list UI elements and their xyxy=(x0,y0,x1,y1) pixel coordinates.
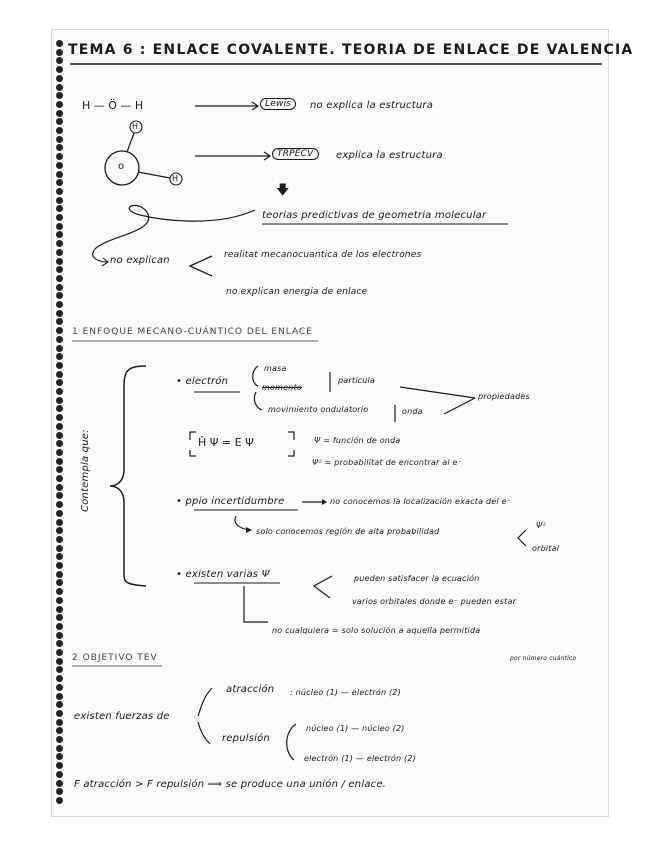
big-brace xyxy=(110,366,146,586)
angle-bracket xyxy=(190,256,212,276)
psi-definition: Ψ = función de onda xyxy=(314,436,401,445)
momento-text: momento xyxy=(262,383,302,392)
por-numero-text: por número cuántico xyxy=(510,655,577,662)
energia-text: no explican energia de enlace xyxy=(226,287,368,297)
pen-stroke xyxy=(444,398,475,414)
onda-text: onda xyxy=(402,407,423,416)
pen-stroke xyxy=(314,576,332,598)
no-conocemos-text: no conocemos la localización exacta del e⁻ xyxy=(330,497,512,506)
pen-stroke xyxy=(322,499,327,505)
pen-stroke xyxy=(244,586,268,622)
solo-conocemos-text: solo conocemos región de alta probabilidad xyxy=(256,527,440,536)
lewis-oval: Lewis xyxy=(260,98,296,110)
existen-label: existen varias Ψ xyxy=(185,569,270,580)
existen-fuerzas-text: existen fuerzas de xyxy=(74,711,170,722)
trpecv-text: explica la estructura xyxy=(336,150,443,161)
particula-text: particula xyxy=(338,376,376,385)
varios-text: varios orbitales donde e⁻ pueden estar xyxy=(352,597,517,606)
hydrogen-label-1: H xyxy=(132,122,139,131)
schrodinger-equation: Ĥ Ψ = E Ψ xyxy=(198,436,254,449)
repulsion-label: repulsión xyxy=(222,733,270,744)
pen-stroke xyxy=(246,527,252,533)
pen-stroke xyxy=(288,450,294,456)
pen-stroke xyxy=(127,133,134,152)
arrow-down-icon: 🡇 xyxy=(276,183,290,198)
pen-stroke xyxy=(190,432,196,440)
incertidumbre-bullet: • ppio incertidumbre xyxy=(176,496,285,507)
pen-stroke xyxy=(138,172,170,178)
oxygen-label: o xyxy=(118,161,125,172)
section1-header: 1 ENFOQUE MECANO-CUÁNTICO DEL ENLACE xyxy=(72,327,313,337)
pen-stroke xyxy=(253,366,258,386)
hydrogen-label-2: H xyxy=(172,174,179,183)
section2-header: 2 OBJETIVO TEV xyxy=(72,653,158,663)
pueden-text: pueden satisfacer la ecuación xyxy=(354,574,480,583)
masa-text: masa xyxy=(264,364,287,373)
pen-stroke xyxy=(518,530,526,546)
pen-stroke xyxy=(190,450,196,456)
repulsion-text-2: electrón (1) — electrón (2) xyxy=(304,754,416,763)
pen-stroke xyxy=(198,688,212,716)
pen-stroke xyxy=(400,387,475,398)
psi2-definition: Ψ² = probabilitat de encontrar al e⁻ xyxy=(312,458,463,467)
contempla-label: Contempla que: xyxy=(80,429,91,512)
atraccion-label: atracción xyxy=(226,684,275,695)
pen-stroke xyxy=(198,722,210,744)
trpecv-oval: TRPECV xyxy=(272,148,319,160)
teorias-text: teorias predictivas de geometria molecular xyxy=(262,210,487,221)
incertidumbre-label: ppio incertidumbre xyxy=(185,496,285,507)
existen-bullet: • existen varias Ψ xyxy=(176,569,270,580)
psi2-small: Ψ² xyxy=(536,521,546,530)
water-formula: H — Ö — H xyxy=(82,99,144,112)
no-cualquiera-text: no cualquiera = solo solución a aquella permitida xyxy=(272,626,481,635)
electron-label: electrón xyxy=(185,376,229,387)
lewis-text: no explica la estructura xyxy=(310,100,434,111)
pen-stroke xyxy=(254,392,262,410)
electron-bullet: • electrón xyxy=(176,376,229,387)
page-title: TEMA 6 : ENLACE COVALENTE. TEORIA DE ENLACE DE VALENCIA xyxy=(68,42,634,58)
atraccion-text: : núcleo (1) — electrón (2) xyxy=(290,688,401,697)
no-explican-text: no explican xyxy=(110,255,170,266)
orbital-text: orbital xyxy=(532,544,560,553)
repulsion-text-1: núcleo (1) — núcleo (2) xyxy=(306,724,405,733)
movimiento-text: movimiento ondulatorio xyxy=(268,405,369,414)
conclusion-text: F atracción > F repulsión ⟹ se produce una unión / enlace. xyxy=(74,779,387,790)
realidad-text: realitat mecanocuantica de los electrones xyxy=(224,250,422,260)
pen-stroke xyxy=(288,432,294,440)
pen-stroke xyxy=(287,724,296,760)
propiedades-text: propiedades xyxy=(478,392,530,401)
